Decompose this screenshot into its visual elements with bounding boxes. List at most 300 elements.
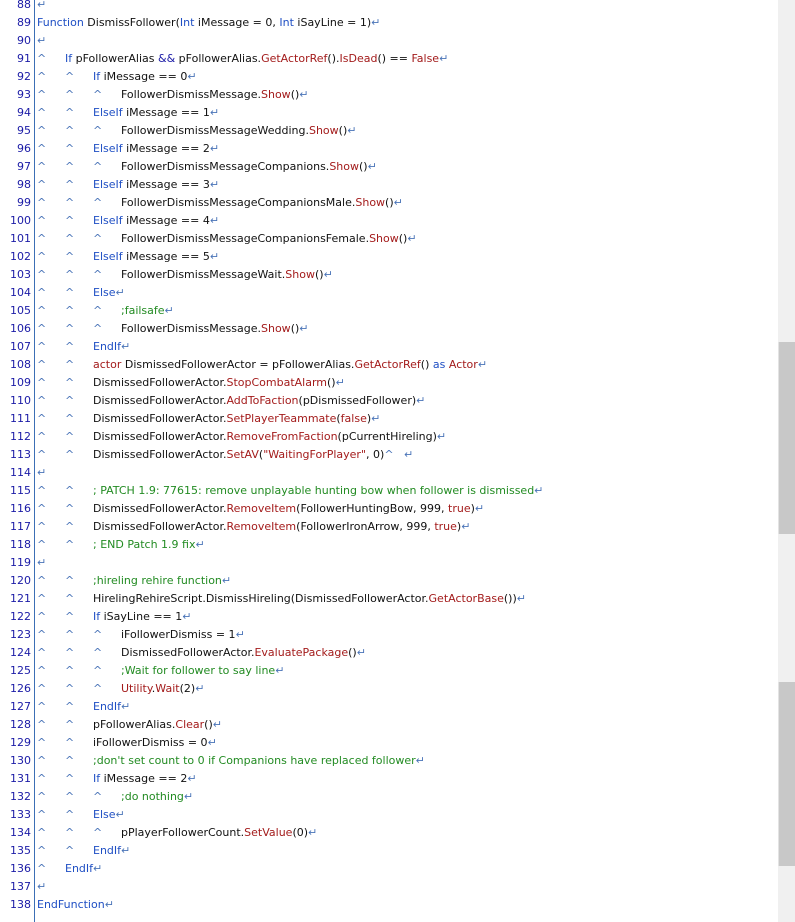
code-token: , 0) xyxy=(366,448,385,461)
line-break-icon: ↵ xyxy=(209,250,220,263)
tab-marker: ^ xyxy=(37,844,47,857)
code-token: ;do nothing xyxy=(121,790,184,803)
code-line[interactable] xyxy=(0,104,778,122)
code-line[interactable] xyxy=(0,194,778,212)
code-text[interactable] xyxy=(37,194,403,212)
code-line[interactable] xyxy=(0,770,778,788)
code-line[interactable] xyxy=(0,14,778,32)
line-number: 130 xyxy=(10,754,31,767)
code-text[interactable] xyxy=(37,878,46,896)
code-line[interactable] xyxy=(0,806,778,824)
tab-marker: ^ xyxy=(65,160,75,173)
tab-marker: ^ xyxy=(93,124,103,137)
code-line[interactable] xyxy=(0,518,778,536)
code-text[interactable] xyxy=(37,788,193,806)
code-text[interactable] xyxy=(37,302,174,320)
code-line[interactable] xyxy=(0,500,778,518)
code-text[interactable] xyxy=(37,212,219,230)
code-token: actor xyxy=(93,358,122,371)
line-number: 126 xyxy=(10,682,31,695)
code-token: () == xyxy=(377,52,412,65)
scrollbar-thumb-upper[interactable] xyxy=(778,342,795,534)
code-text[interactable] xyxy=(37,50,448,68)
code-line[interactable] xyxy=(0,158,778,176)
code-line[interactable] xyxy=(0,554,778,572)
line-break-icon: ↵ xyxy=(404,448,414,461)
code-text[interactable] xyxy=(37,590,526,608)
code-text[interactable] xyxy=(37,248,219,266)
tab-marker: ^ xyxy=(37,160,47,173)
line-number: 121 xyxy=(10,592,31,605)
line-number: 110 xyxy=(10,394,31,407)
code-token: ;hireling rehire function xyxy=(93,574,222,587)
code-token: iMessage == 2 xyxy=(100,772,188,785)
line-break-icon: ↵ xyxy=(299,88,309,101)
code-token: ;don't set count to 0 if Companions have replaced follower xyxy=(93,754,416,767)
code-text[interactable] xyxy=(37,770,197,788)
code-token: StopCombatAlarm xyxy=(226,376,328,389)
line-number: 124 xyxy=(10,646,31,659)
code-text[interactable] xyxy=(37,320,309,338)
code-line[interactable] xyxy=(0,248,778,266)
code-token: DismissedFollowerActor. xyxy=(121,646,255,659)
code-token: () xyxy=(290,322,300,335)
tab-marker: ^ xyxy=(65,790,75,803)
code-token: GetActorRef xyxy=(261,52,328,65)
code-token: ( xyxy=(336,412,341,425)
code-line[interactable] xyxy=(0,212,778,230)
code-token: iMessage == 1 xyxy=(122,106,210,119)
code-text[interactable] xyxy=(37,644,366,662)
code-token: EndIf xyxy=(65,862,94,875)
code-token: () xyxy=(385,196,394,209)
tab-marker: ^ xyxy=(37,304,47,317)
code-token: . xyxy=(151,682,156,695)
code-line[interactable] xyxy=(0,896,778,914)
code-line[interactable] xyxy=(0,356,778,374)
line-number: 132 xyxy=(10,790,31,803)
code-token: AddToFaction xyxy=(226,394,299,407)
line-break-icon: ↵ xyxy=(121,700,131,713)
code-token: RemoveItem xyxy=(226,520,297,533)
code-line[interactable] xyxy=(0,338,778,356)
line-number: 100 xyxy=(10,214,31,227)
code-token: SetAV xyxy=(226,448,259,461)
code-token: If xyxy=(93,772,101,785)
code-line[interactable] xyxy=(0,878,778,896)
line-break-icon: ↵ xyxy=(415,754,425,767)
vertical-scrollbar[interactable] xyxy=(778,0,795,922)
code-line[interactable] xyxy=(0,464,778,482)
line-number: 129 xyxy=(10,736,31,749)
code-token: FollowerDismissMessage. xyxy=(121,88,261,101)
code-text[interactable] xyxy=(37,518,470,536)
line-number: 128 xyxy=(10,718,31,731)
tab-marker: ^ xyxy=(37,592,47,605)
tab-marker: ^ xyxy=(65,178,75,191)
tab-marker: ^ xyxy=(65,718,75,731)
line-number: 109 xyxy=(10,376,31,389)
code-token: FollowerDismissMessageWedding. xyxy=(121,124,309,137)
tab-marker: ^ xyxy=(65,412,75,425)
code-token: If xyxy=(93,610,101,623)
code-line[interactable] xyxy=(0,0,778,14)
code-token: ()) xyxy=(503,592,517,605)
code-text[interactable] xyxy=(37,896,114,914)
code-line[interactable] xyxy=(0,752,778,770)
code-token: EndFunction xyxy=(37,898,105,911)
code-token: pFollowerAlias. xyxy=(175,52,262,65)
code-line[interactable] xyxy=(0,680,778,698)
code-token: Show xyxy=(308,124,339,137)
code-token: (2) xyxy=(179,682,196,695)
line-number: 116 xyxy=(10,502,31,515)
code-token: FollowerDismissMessageCompanionsMale. xyxy=(121,196,356,209)
line-number: 115 xyxy=(10,484,31,497)
code-line[interactable] xyxy=(0,68,778,86)
tab-marker: ^ xyxy=(37,826,47,839)
line-number: 117 xyxy=(10,520,31,533)
line-number: 93 xyxy=(17,88,31,101)
tab-marker: ^ xyxy=(37,358,47,371)
tab-marker: ^ xyxy=(37,88,47,101)
code-line[interactable] xyxy=(0,572,778,590)
tab-marker: ^ xyxy=(65,88,75,101)
tab-marker: ^ xyxy=(37,538,47,551)
code-line[interactable] xyxy=(0,734,778,752)
tab-marker: ^ xyxy=(65,520,75,533)
tab-marker: ^ xyxy=(37,682,47,695)
code-line[interactable] xyxy=(0,608,778,626)
line-break-icon: ↵ xyxy=(534,484,544,497)
code-token: () xyxy=(204,718,213,731)
code-text[interactable] xyxy=(37,158,377,176)
tab-marker: ^ xyxy=(37,484,47,497)
code-text[interactable] xyxy=(37,176,219,194)
code-token: ; END Patch 1.9 fix xyxy=(93,538,196,551)
code-line[interactable] xyxy=(0,140,778,158)
tab-marker: ^ xyxy=(37,394,47,407)
tab-marker: ^ xyxy=(65,592,75,605)
tab-marker: ^ xyxy=(37,574,47,587)
code-text[interactable] xyxy=(37,608,191,626)
code-line[interactable] xyxy=(0,410,778,428)
code-token: Else xyxy=(93,286,116,299)
code-line[interactable] xyxy=(0,32,778,50)
line-break-icon: ↵ xyxy=(183,790,194,803)
code-token: DismissedFollowerActor. xyxy=(93,520,227,533)
code-text[interactable] xyxy=(37,734,217,752)
code-line[interactable] xyxy=(0,302,778,320)
tab-marker: ^ xyxy=(65,430,75,443)
code-token: ;Wait for follower to say line xyxy=(121,664,276,677)
code-text[interactable] xyxy=(37,356,487,374)
code-text[interactable] xyxy=(37,698,130,716)
code-token: ElseIf xyxy=(93,250,123,263)
code-line[interactable] xyxy=(0,824,778,842)
code-token: DismissedFollowerActor. xyxy=(93,394,227,407)
code-token: HirelingRehireScript.DismissHireling(DismissedFollowerActor. xyxy=(93,592,429,605)
code-text[interactable] xyxy=(37,230,417,248)
line-number: 123 xyxy=(10,628,31,641)
tab-marker: ^ xyxy=(37,772,47,785)
code-line[interactable] xyxy=(0,428,778,446)
code-text[interactable] xyxy=(37,86,309,104)
code-text[interactable] xyxy=(37,428,446,446)
line-number: 103 xyxy=(10,268,31,281)
code-token: () xyxy=(420,358,433,371)
tab-marker: ^ xyxy=(93,826,103,839)
code-line[interactable] xyxy=(0,122,778,140)
line-number: 96 xyxy=(17,142,31,155)
tab-marker: ^ xyxy=(93,682,103,695)
tab-marker: ^ xyxy=(37,214,47,227)
tab-marker: ^ xyxy=(93,304,103,317)
tab-marker: ^ xyxy=(65,844,75,857)
code-token: SetPlayerTeammate xyxy=(226,412,337,425)
tab-marker: ^ xyxy=(93,160,103,173)
code-line[interactable] xyxy=(0,788,778,806)
code-text[interactable] xyxy=(37,410,380,428)
code-token: DismissedFollowerActor. xyxy=(93,412,227,425)
code-token: () xyxy=(338,124,348,137)
tab-marker: ^ xyxy=(65,250,75,263)
code-text[interactable] xyxy=(37,14,380,32)
line-break-icon: ↵ xyxy=(187,772,197,785)
tab-marker: ^ xyxy=(93,232,103,245)
line-break-icon: ↵ xyxy=(371,412,381,425)
tab-marker: ^ xyxy=(65,322,75,335)
tab-marker: ^ xyxy=(384,448,394,461)
line-number: 135 xyxy=(10,844,31,857)
code-text[interactable] xyxy=(37,446,413,464)
code-token: Int xyxy=(179,16,195,29)
code-line[interactable] xyxy=(0,230,778,248)
code-token: ElseIf xyxy=(93,142,123,155)
code-token: iMessage == 2 xyxy=(122,142,210,155)
line-number: 104 xyxy=(10,286,31,299)
line-number: 112 xyxy=(10,430,31,443)
line-number: 98 xyxy=(17,178,31,191)
line-break-icon: ↵ xyxy=(347,124,357,137)
code-text[interactable] xyxy=(37,860,102,878)
tab-marker: ^ xyxy=(65,808,75,821)
code-text[interactable] xyxy=(37,500,484,518)
code-token: False xyxy=(411,52,440,65)
code-line[interactable] xyxy=(0,374,778,392)
code-token: (pCurrentHireling) xyxy=(337,430,437,443)
line-break-icon: ↵ xyxy=(182,610,192,623)
code-text[interactable] xyxy=(37,0,46,14)
line-number: 120 xyxy=(10,574,31,587)
code-text[interactable] xyxy=(37,662,284,680)
tab-marker: ^ xyxy=(37,520,47,533)
line-break-icon: ↵ xyxy=(393,196,403,209)
code-text[interactable] xyxy=(37,140,219,158)
line-number: 127 xyxy=(10,700,31,713)
tab-marker: ^ xyxy=(37,646,47,659)
code-token: Else xyxy=(93,808,116,821)
code-token: GetActorRef xyxy=(354,358,421,371)
code-text[interactable] xyxy=(37,284,125,302)
code-line[interactable] xyxy=(0,392,778,410)
code-text[interactable] xyxy=(37,392,425,410)
tab-marker: ^ xyxy=(65,646,75,659)
tab-marker: ^ xyxy=(37,448,47,461)
line-number: 134 xyxy=(10,826,31,839)
code-token: RemoveFromFaction xyxy=(226,430,338,443)
scrollbar-thumb-lower[interactable] xyxy=(778,682,795,866)
code-token: RemoveItem xyxy=(226,502,297,515)
code-line[interactable] xyxy=(0,50,778,68)
line-number: 102 xyxy=(10,250,31,263)
tab-marker: ^ xyxy=(93,646,103,659)
line-number: 138 xyxy=(10,898,31,911)
tab-marker: ^ xyxy=(37,790,47,803)
tab-marker: ^ xyxy=(37,610,47,623)
code-line[interactable] xyxy=(0,446,778,464)
tab-marker: ^ xyxy=(37,250,47,263)
line-number: 101 xyxy=(10,232,31,245)
code-text[interactable] xyxy=(37,752,425,770)
tab-marker: ^ xyxy=(93,196,103,209)
code-text[interactable] xyxy=(37,842,130,860)
line-break-icon: ↵ xyxy=(323,268,333,281)
code-line[interactable] xyxy=(0,536,778,554)
line-break-icon: ↵ xyxy=(121,340,131,353)
code-line[interactable] xyxy=(0,698,778,716)
tab-marker: ^ xyxy=(65,682,75,695)
code-token: () xyxy=(398,232,408,245)
code-text[interactable] xyxy=(37,68,197,86)
tab-marker: ^ xyxy=(65,700,75,713)
code-token: ElseIf xyxy=(93,178,123,191)
code-token: (FollowerHuntingBow, 999, xyxy=(296,502,449,515)
code-token: iSayLine == 1 xyxy=(100,610,183,623)
line-number: 108 xyxy=(10,358,31,371)
code-text[interactable] xyxy=(37,554,46,572)
code-text[interactable] xyxy=(37,464,46,482)
line-break-icon: ↵ xyxy=(474,502,485,515)
code-token: If xyxy=(93,70,101,83)
line-break-icon: ↵ xyxy=(356,646,366,659)
line-break-icon: ↵ xyxy=(275,664,285,677)
line-break-icon: ↵ xyxy=(37,34,47,47)
code-token: ElseIf xyxy=(93,106,123,119)
tab-marker: ^ xyxy=(37,196,47,209)
line-number: 105 xyxy=(10,304,31,317)
code-text[interactable] xyxy=(37,32,46,50)
code-line[interactable] xyxy=(0,320,778,338)
code-token: iMessage == 4 xyxy=(122,214,210,227)
line-number: 125 xyxy=(10,664,31,677)
code-token: iSayLine = 1) xyxy=(293,16,372,29)
code-line[interactable] xyxy=(0,284,778,302)
code-token: FollowerDismissMessageCompanionsFemale. xyxy=(121,232,370,245)
line-break-icon: ↵ xyxy=(207,736,217,749)
code-text[interactable] xyxy=(37,824,317,842)
code-text[interactable] xyxy=(37,266,333,284)
code-token: () xyxy=(327,376,336,389)
code-text[interactable] xyxy=(37,104,219,122)
code-line[interactable] xyxy=(0,662,778,680)
code-token: GetActorBase xyxy=(428,592,504,605)
code-line[interactable] xyxy=(0,176,778,194)
code-text[interactable] xyxy=(37,716,222,734)
code-line[interactable] xyxy=(0,626,778,644)
line-number: 137 xyxy=(10,880,31,893)
line-number: 106 xyxy=(10,322,31,335)
line-number: 111 xyxy=(10,412,31,425)
tab-marker: ^ xyxy=(37,106,47,119)
code-token: ( xyxy=(258,448,264,461)
line-break-icon: ↵ xyxy=(461,520,471,533)
code-line[interactable] xyxy=(0,590,778,608)
tab-marker: ^ xyxy=(37,430,47,443)
code-text[interactable] xyxy=(37,806,125,824)
tab-marker: ^ xyxy=(65,538,75,551)
tab-marker: ^ xyxy=(65,70,75,83)
code-line[interactable] xyxy=(0,644,778,662)
line-break-icon: ↵ xyxy=(407,232,417,245)
code-token: ) xyxy=(470,502,475,515)
code-line[interactable] xyxy=(0,860,778,878)
line-number: 99 xyxy=(17,196,31,209)
tab-marker: ^ xyxy=(65,214,75,227)
tab-marker: ^ xyxy=(93,268,103,281)
code-line[interactable] xyxy=(0,842,778,860)
line-number: 122 xyxy=(10,610,31,623)
code-token: () xyxy=(359,160,368,173)
tab-marker: ^ xyxy=(37,808,47,821)
code-token: Show xyxy=(329,160,359,173)
code-line[interactable] xyxy=(0,266,778,284)
code-token: Actor xyxy=(448,358,478,371)
code-text[interactable] xyxy=(37,122,356,140)
code-text[interactable] xyxy=(37,374,345,392)
code-token: pFollowerAlias xyxy=(72,52,159,65)
code-text[interactable] xyxy=(37,338,130,356)
line-break-icon: ↵ xyxy=(37,0,47,11)
tab-marker: ^ xyxy=(37,412,47,425)
code-line[interactable] xyxy=(0,482,778,500)
line-break-icon: ↵ xyxy=(104,898,114,911)
tab-marker: ^ xyxy=(65,106,75,119)
code-line[interactable] xyxy=(0,716,778,734)
line-break-icon: ↵ xyxy=(37,466,47,479)
tab-marker: ^ xyxy=(37,340,47,353)
tab-marker: ^ xyxy=(37,52,47,65)
line-number: 114 xyxy=(10,466,31,479)
code-text[interactable] xyxy=(37,626,245,644)
code-text[interactable] xyxy=(37,572,231,590)
code-token: DismissedFollowerActor = pFollowerAlias. xyxy=(121,358,355,371)
tab-marker: ^ xyxy=(65,826,75,839)
code-token: () xyxy=(314,268,324,281)
line-break-icon: ↵ xyxy=(164,304,174,317)
code-token: Utility xyxy=(121,682,152,695)
line-break-icon: ↵ xyxy=(367,160,377,173)
tab-marker: ^ xyxy=(65,358,75,371)
code-text[interactable] xyxy=(37,680,204,698)
code-line[interactable] xyxy=(0,86,778,104)
code-token: FollowerDismissMessageWait. xyxy=(121,268,286,281)
code-token: Show xyxy=(261,88,291,101)
tab-marker: ^ xyxy=(65,286,75,299)
code-token: iMessage == 0 xyxy=(100,70,188,83)
code-text[interactable] xyxy=(37,536,205,554)
code-text[interactable] xyxy=(37,482,543,500)
